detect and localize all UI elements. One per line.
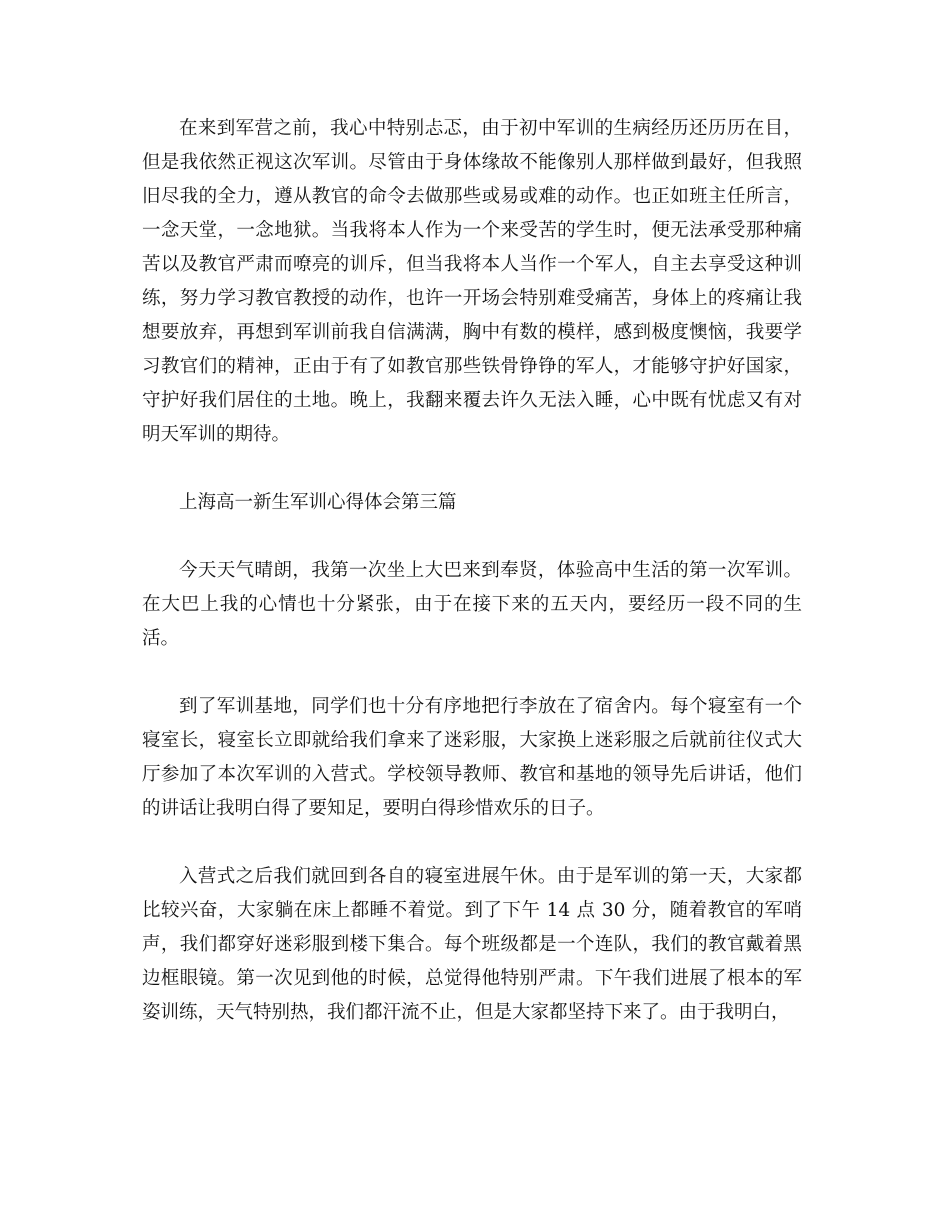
paragraph-1: 在来到军营之前，我心中特别忐忑，由于初中军训的生病经历还历历在目，但是我依然正视这次军训。尽管由于身体缘故不能像别人那样做到最好，但我照旧尽我的全力，遵从教官的命令去做那些或易或难的动作。也正如班主任所言，一念天堂，一念地狱。当我将本人作为一个来受苦的学生时，便无法承受那种痛苦以及教官严肃而嘹亮的训斥，但当我将本人当作一个军人，自主去享受这种训练，努力学习教官教授的动作，也许一开场会特别难受痛苦，身体上的疼痛让我想要放弃，再想到军训前我自信满满，胸中有数的模样，感到极度懊恼，我要学习教官们的精神，正由于有了如教官那些铁骨铮铮的军人，才能够守护好国家，守护好我们居住的土地。晚上，我翻来覆去许久无法入睡，心中既有忧虑又有对明天军训的期待。 (142, 118, 802, 445)
paragraph-2: 今天天气晴朗，我第一次坐上大巴来到奉贤，体验高中生活的第一次军训。在大巴上我的心情也十分紧张，由于在接下来的五天内，要经历一段不同的生活。 (142, 560, 802, 649)
paragraph-4: 入营式之后我们就回到各自的寝室进展午休。由于是军训的第一天，大家都比较兴奋，大家躺在床上都睡不着觉。到了下午 14 点 30 分，随着教官的军哨声，我们都穿好迷彩服到楼下集合。每个班级都是一个连队，我们的教官戴着黑边框眼镜。第一次见到他的时候，总觉得他特别严肃。下午我们进展了根本的军姿训练，天气特别热，我们都汗流不止，但是大家都坚持下来了。由于我明白， (142, 866, 802, 1023)
paragraph-3: 到了军训基地，同学们也十分有序地把行李放在了宿舍内。每个寝室有一个寝室长，寝室长立即就给我们拿来了迷彩服，大家换上迷彩服之后就前往仪式大厅参加了本次军训的入营式。学校领导教师、教官和基地的领导先后讲话，他们的讲话让我明白得了要知足，要明白得珍惜欢乐的日子。 (142, 696, 802, 819)
section-heading: 上海高一新生军训心得体会第三篇 (179, 492, 457, 513)
document-body (142, 112, 802, 1030)
